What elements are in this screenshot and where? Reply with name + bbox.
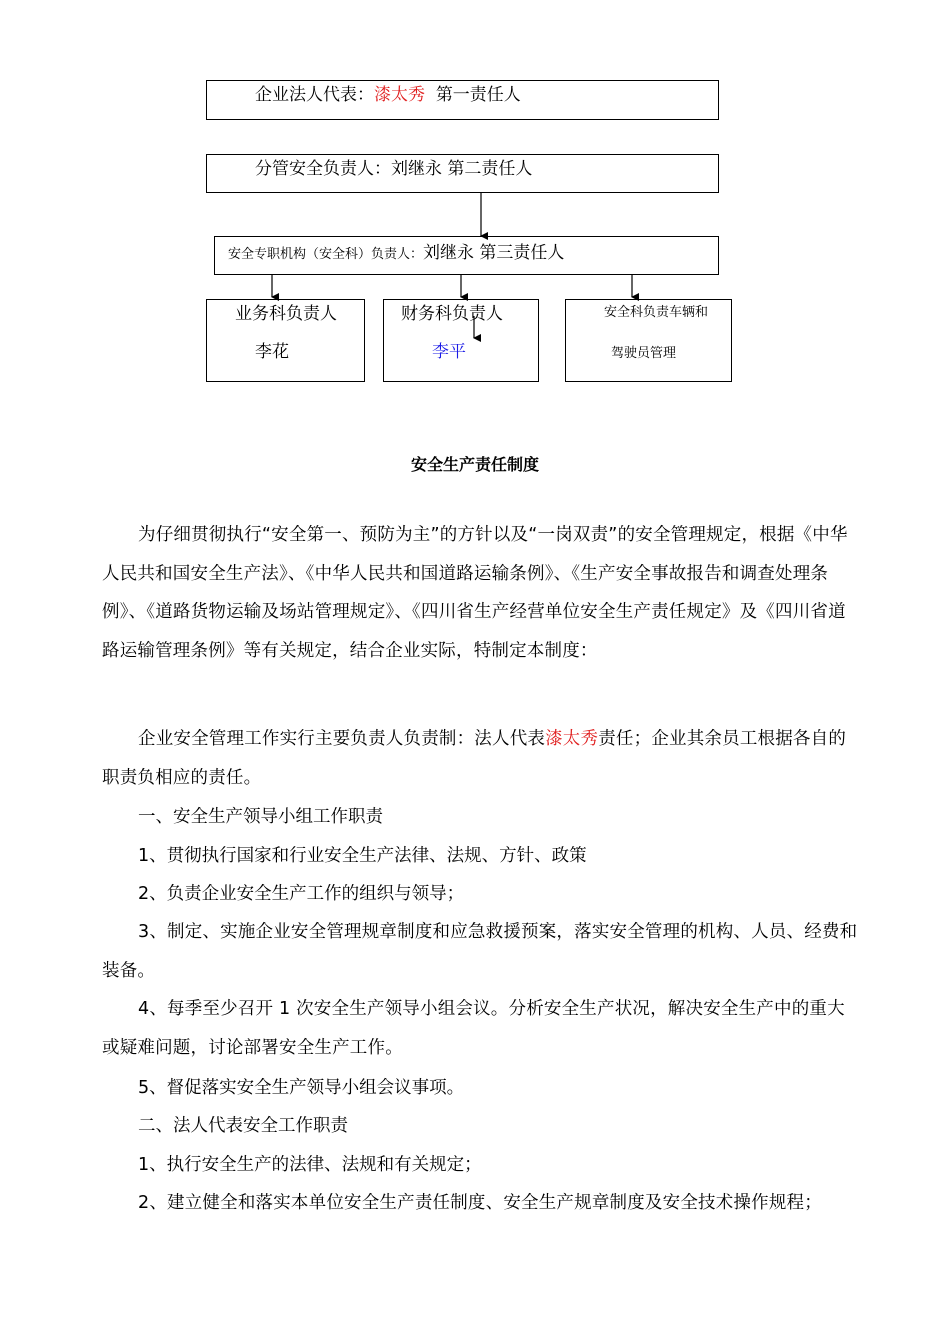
section-1-item-3: 3、制定、实施企业安全管理规章制度和应急救援预案，落实安全管理的机构、人员、经费和装备。 [102, 922, 858, 981]
chart-box-safety-dept-text: 安全专职机构（安全科）负责人：刘继永 第三责任人 [228, 243, 565, 263]
section-1-title: 一、安全生产领导小组工作职责 [138, 807, 383, 827]
chart-box-business-name: 李花 [255, 342, 289, 362]
legal-rep-name: 漆太秀 [374, 85, 425, 105]
chart-box-finance-title: 财务科负责人 [401, 304, 503, 324]
section-1-item-1: 1、贯彻执行国家和行业安全生产法律、法规、方针、政策 [138, 846, 587, 866]
chart-box-vehicle-mgmt-line2: 驾驶员管理 [611, 346, 677, 361]
responsibility-paragraph: 企业安全管理工作实行主要负责人负责制：法人代表漆太秀责任；企业其余员工根据各自的职责负相应的责任。 [102, 729, 847, 788]
chart-box-safety-supervisor-text: 分管安全负责人：刘继永 第二责任人 [255, 159, 533, 179]
chart-box-finance-name: 李平 [432, 342, 466, 362]
intro-paragraph: 为仔细贯彻执行“安全第一、预防为主”的方针以及“一岗双责”的安全管理规定，根据《中华人民共和国安全生产法》、《中华人民共和国道路运输条例》、《生产安全事故报告和调查处理条例》、《道路货物运输及场站管理规定》、《四川省生产经营单位安全生产责任规定》及《四川省道路运输管理条例》等有关规定，结合企业实际，特制定本制度： [102, 525, 848, 661]
chart-connector-arrows [0, 0, 950, 400]
section-2-title: 二、法人代表安全工作职责 [138, 1116, 348, 1136]
legal-rep-name-inline: 漆太秀 [545, 729, 599, 749]
chart-box-business-title: 业务科负责人 [235, 304, 337, 324]
chart-box-vehicle-mgmt-line1: 安全科负责车辆和 [604, 305, 709, 320]
section-1-item-2: 2、负责企业安全生产工作的组织与领导； [138, 884, 465, 904]
section-2-item-2: 2、建立健全和落实本单位安全生产责任制度、安全生产规章制度及安全技术操作规程； [138, 1193, 822, 1213]
section-1-item-5: 5、督促落实安全生产领导小组会议事项。 [138, 1078, 465, 1098]
section-1-item-4: 4、每季至少召开 1 次安全生产领导小组会议。分析安全生产状况，解决安全生产中的重大或疑难问题，讨论部署安全生产工作。 [102, 999, 845, 1058]
doc-title: 安全生产责任制度 [410, 455, 539, 474]
section-2-item-1: 1、执行安全生产的法律、法规和有关规定； [138, 1155, 482, 1175]
chart-box-legal-rep-text: 企业法人代表：漆太秀 第一责任人 [255, 85, 521, 105]
